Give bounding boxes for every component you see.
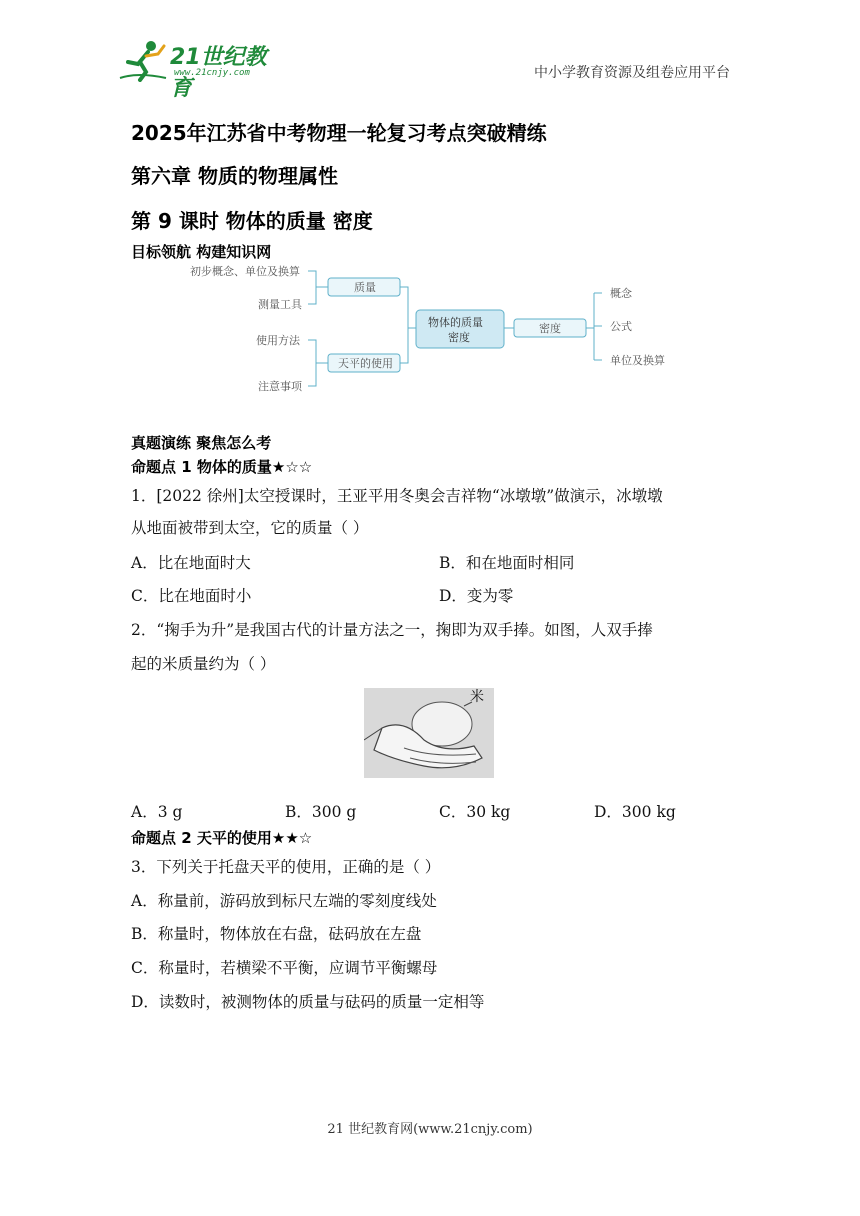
diagram-center-label: 密度 <box>448 331 470 344</box>
chapter-title: 第六章 物质的物理属性 <box>131 164 338 188</box>
proposition-point-2: 命题点 2 天平的使用★★☆ <box>131 829 313 847</box>
q1-stem-line2: 从地面被带到太空，它的质量（ ） <box>131 519 369 537</box>
logo-url: www.21cnjy.com <box>174 68 250 78</box>
q2-option-c: C．30 kg <box>439 803 511 821</box>
q2-option-b: B．300 g <box>285 803 357 821</box>
diagram-box-label: 质量 <box>354 281 376 294</box>
lesson-title: 第 9 课时 物体的质量 密度 <box>131 209 373 233</box>
figure-label-rice: 米 <box>470 689 484 705</box>
q2-stem-line1: 2．“掬手为升”是我国古代的计量方法之一，掬即为双手捧。如图，人双手捧 <box>131 621 653 639</box>
knowledge-map <box>180 262 680 398</box>
diagram-left-item: 测量工具 <box>258 298 302 311</box>
diagram-box-label: 天平的使用 <box>338 357 393 370</box>
diagram-left-item: 初步概念、单位及换算 <box>190 265 300 278</box>
footer-text: 21 世纪教育网(www.21cnjy.com) <box>327 1122 533 1137</box>
q1-option-b: B．和在地面时相同 <box>439 554 575 572</box>
diagram-box-label: 密度 <box>539 322 561 335</box>
diagram-right-item: 概念 <box>610 287 632 300</box>
q3-stem: 3．下列关于托盘天平的使用，正确的是（ ） <box>131 858 441 876</box>
main-title: 2025年江苏省中考物理一轮复习考点突破精练 <box>131 121 547 145</box>
rice-hands-figure <box>364 688 494 778</box>
logo-text: 21世纪教育 <box>170 45 267 101</box>
q3-option-a: A．称量前，游码放到标尺左端的零刻度线处 <box>131 892 437 910</box>
platform-name: 中小学教育资源及组卷应用平台 <box>534 65 730 81</box>
diagram-center-label: 物体的质量 <box>428 316 483 329</box>
q2-option-a: A．3 g <box>131 803 183 821</box>
q1-option-c: C．比在地面时小 <box>131 587 252 605</box>
runner-icon <box>118 38 168 82</box>
q1-option-a: A．比在地面时大 <box>131 554 251 572</box>
q2-option-d: D．300 kg <box>594 803 676 821</box>
diagram-left-item: 注意事项 <box>258 380 302 393</box>
q1-option-d: D．变为零 <box>439 587 514 605</box>
site-logo <box>118 38 288 101</box>
proposition-point-1: 命题点 1 物体的质量★☆☆ <box>131 458 313 476</box>
q3-option-b: B．称量时，物体放在右盘，砝码放在左盘 <box>131 925 422 943</box>
section-exam-title: 真题演练 聚焦怎么考 <box>131 434 272 452</box>
q2-stem-line2: 起的米质量约为（ ） <box>131 655 276 673</box>
diagram-left-item: 使用方法 <box>256 334 300 347</box>
section-knowledge-title: 目标领航 构建知识网 <box>131 243 272 261</box>
q3-option-d: D．读数时，被测物体的质量与砝码的质量一定相等 <box>131 993 485 1011</box>
q1-stem-line1: 1．[2022 徐州]太空授课时，王亚平用冬奥会吉祥物“冰墩墩”做演示，冰墩墩 <box>131 487 663 505</box>
diagram-right-item: 单位及换算 <box>610 354 665 367</box>
diagram-right-item: 公式 <box>610 320 632 333</box>
q3-option-c: C．称量时，若横梁不平衡，应调节平衡螺母 <box>131 959 438 977</box>
